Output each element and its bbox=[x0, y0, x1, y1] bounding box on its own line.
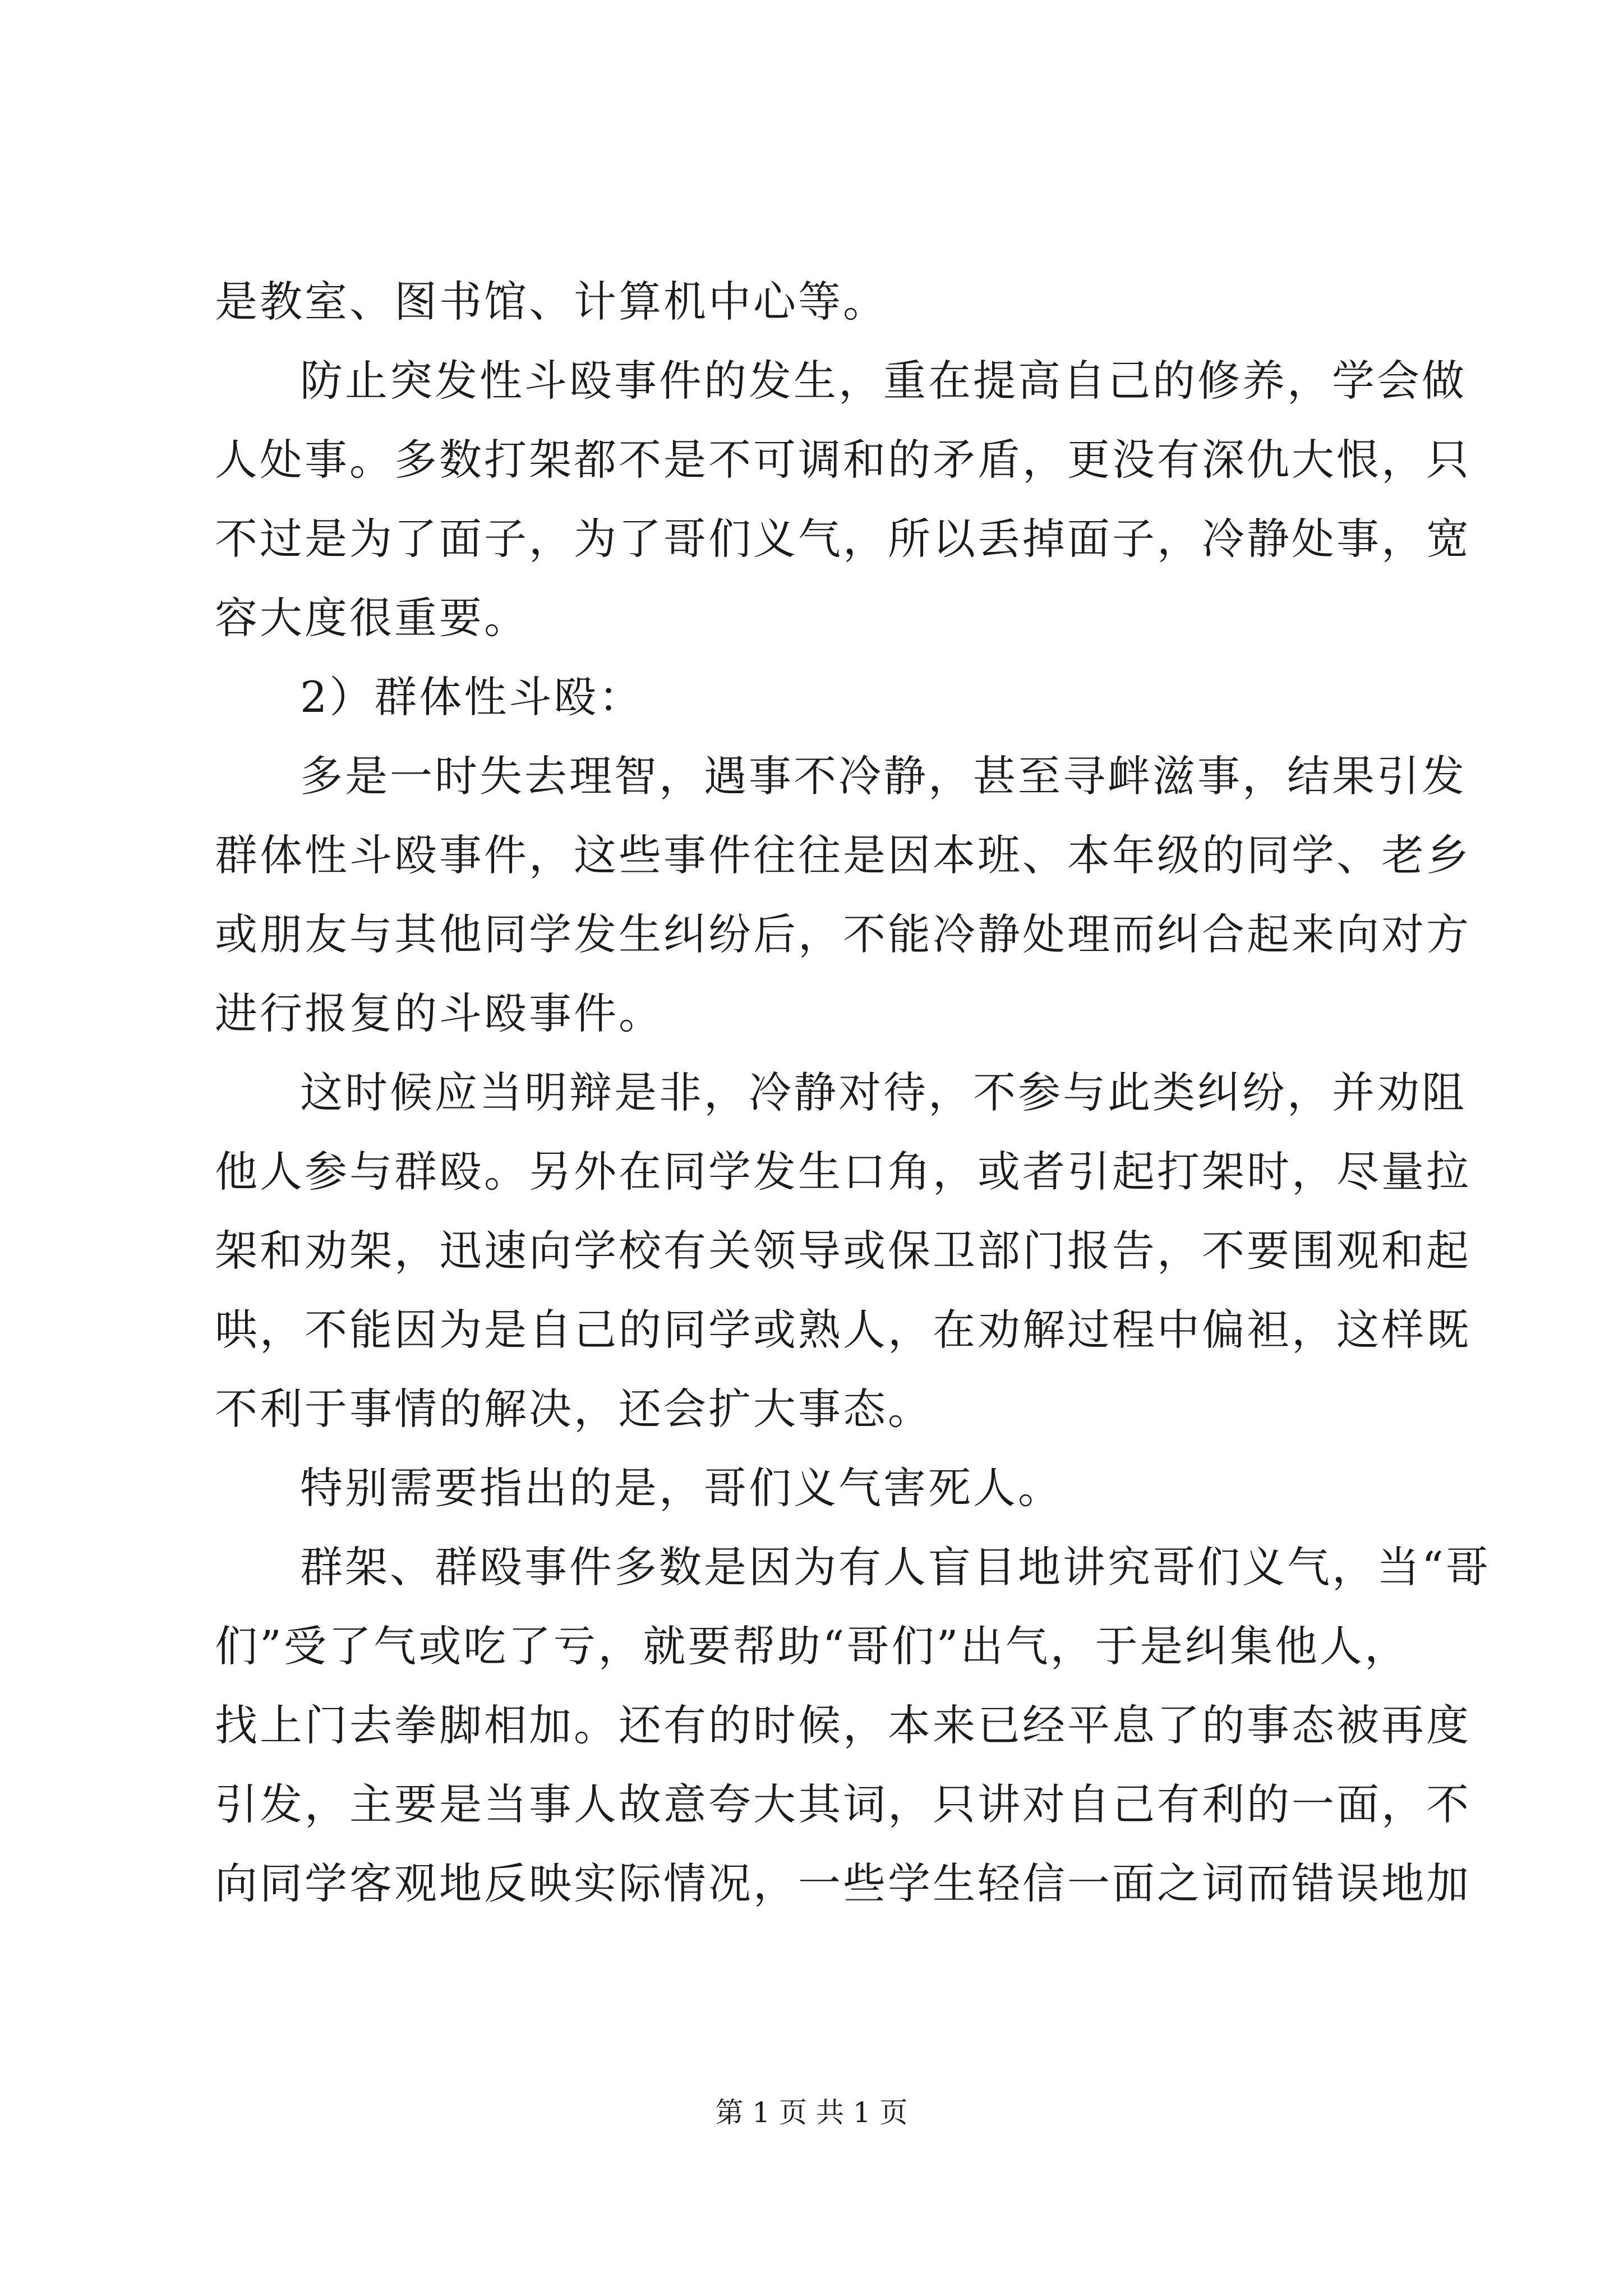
document-body bbox=[215, 262, 1491, 1923]
text-line bbox=[215, 1290, 1471, 1369]
text-line-content: 向同学客观地反映实际情况，一些学生轻信一面之词而错误地加 bbox=[215, 1858, 1471, 1908]
text-line-content: 人处事。多数打架都不是不可调和的矛盾，更没有深仇大恨，只 bbox=[215, 435, 1471, 485]
text-line bbox=[215, 1211, 1471, 1290]
text-line-content: 不利于事情的解决，还会扩大事态。 bbox=[215, 1384, 933, 1434]
text-line-content: 容大度很重要。 bbox=[215, 593, 529, 643]
text-line-content: 这时候应当明辩是非，冷静对待，不参与此类纠纷，并劝阻 bbox=[300, 1068, 1467, 1117]
text-line-content: 或朋友与其他同学发生纠纷后，不能冷静处理而纠合起来向对方 bbox=[215, 909, 1471, 959]
text-line-content: 引发，主要是当事人故意夸大其词，只讲对自己有利的一面，不 bbox=[215, 1779, 1471, 1829]
text-line bbox=[215, 499, 1471, 578]
text-line-content: 防止突发性斗殴事件的发生，重在提高自己的修养，学会做 bbox=[300, 356, 1467, 406]
text-line bbox=[215, 262, 1409, 341]
text-line-content: 架和劝架，迅速向学校有关领导或保卫部门报告，不要围观和起 bbox=[215, 1226, 1471, 1276]
text-line bbox=[215, 1607, 1409, 1686]
text-line-content: 群体性斗殴事件，这些事件往往是因本班、本年级的同学、老乡 bbox=[215, 830, 1471, 880]
text-line-content: 们”受了气或吃了亏，就要帮助“哥们”出气，于是纠集他人， bbox=[215, 1621, 1409, 1671]
text-line-content: 他人参与群殴。另外在同学发生口角，或者引起打架时，尽量拉 bbox=[215, 1147, 1471, 1197]
text-line-content: 2）群体性斗殴： bbox=[300, 672, 644, 722]
page-footer: 第 1 页 共 1 页 bbox=[715, 2096, 908, 2129]
text-line bbox=[215, 1765, 1471, 1844]
text-line bbox=[215, 737, 1467, 816]
text-line-content: 特别需要指出的是，哥们义气害死人。 bbox=[300, 1463, 1063, 1513]
text-line bbox=[215, 816, 1471, 895]
text-line-content: 是教室、图书馆、计算机中心等。 bbox=[215, 277, 888, 326]
text-line bbox=[215, 895, 1471, 974]
text-line bbox=[215, 1053, 1467, 1132]
text-line bbox=[215, 1527, 1491, 1607]
text-line bbox=[215, 974, 1409, 1053]
text-line bbox=[215, 420, 1471, 499]
text-line-content: 不过是为了面子，为了哥们义气，所以丢掉面子，冷静处事，宽 bbox=[215, 514, 1471, 564]
text-line bbox=[215, 341, 1467, 420]
text-line-content: 多是一时失去理智，遇事不冷静，甚至寻衅滋事，结果引发 bbox=[300, 751, 1467, 801]
text-line bbox=[215, 1448, 1409, 1527]
text-line bbox=[215, 1844, 1471, 1923]
text-line bbox=[215, 1369, 1409, 1448]
text-line-content: 找上门去拳脚相加。还有的时候，本来已经平息了的事态被再度 bbox=[215, 1700, 1471, 1750]
text-line bbox=[215, 1686, 1471, 1765]
text-line-content: 群架、群殴事件多数是因为有人盲目地讲究哥们义气，当“哥 bbox=[300, 1542, 1491, 1592]
text-line bbox=[215, 657, 1409, 737]
text-line-content: 哄，不能因为是自己的同学或熟人，在劝解过程中偏袒，这样既 bbox=[215, 1305, 1471, 1355]
text-line-content: 进行报复的斗殴事件。 bbox=[215, 988, 663, 1038]
text-line bbox=[215, 578, 1409, 657]
text-line bbox=[215, 1132, 1471, 1211]
